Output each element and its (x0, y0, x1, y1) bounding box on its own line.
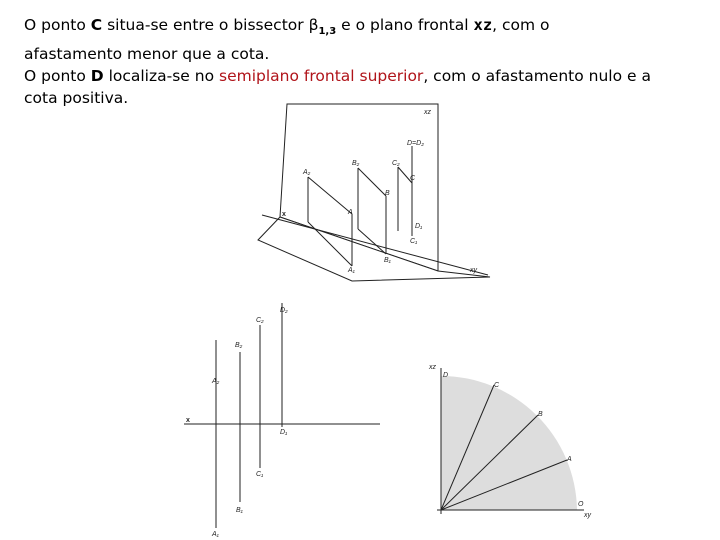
label-b2: B₂ (352, 160, 360, 167)
beta-subscript: 1,3 (318, 26, 337, 38)
label-c2: C₂ (392, 160, 400, 167)
text-fragment: e o plano frontal (336, 16, 474, 34)
label-d: D (443, 372, 449, 379)
figure-projections (184, 303, 380, 528)
label-a: A (348, 209, 353, 216)
label-a: A (567, 456, 572, 463)
label-xz: xz (429, 364, 436, 371)
label-xy: xy (584, 512, 591, 519)
plane-xz-label: xz (473, 16, 493, 34)
text-fragment: situa-se entre o bissector (102, 16, 309, 34)
figure-projections-labels (186, 307, 288, 538)
label-o: O (578, 501, 584, 508)
label-b: B (538, 411, 543, 418)
label-b1: B₁ (384, 257, 391, 264)
text-fragment: O ponto (24, 16, 91, 34)
label-x: x (186, 417, 190, 424)
label-c1: C₁ (256, 471, 264, 478)
label-a1: A₁ (348, 267, 355, 274)
label-x: x (282, 211, 286, 218)
text-fragment: localiza-se no (103, 67, 219, 86)
text-fragment: O ponto (24, 67, 91, 86)
figure-quadrant (437, 368, 584, 514)
label-a1: A₁ (212, 531, 219, 538)
text-fragment: , com o afastamento nulo e a (423, 67, 651, 86)
point-c-label: C (90, 16, 103, 34)
label-c: C (494, 382, 500, 389)
label-d1: D₁ (280, 429, 288, 436)
text-fragment: , com o (492, 16, 550, 34)
label-d1: D₁ (415, 223, 423, 230)
label-xy: xy (470, 267, 477, 274)
label-d-d2: D=D₂ (407, 140, 424, 147)
line-2: afastamento menor que a cota. (24, 45, 270, 64)
figure-3d-planes (258, 104, 490, 281)
label-b: B (385, 190, 390, 197)
label-d2: D₂ (280, 307, 288, 314)
highlight-semiplano: semiplano frontal superior (219, 67, 424, 86)
beta-symbol: β (308, 16, 319, 34)
label-c: C (410, 175, 416, 182)
point-d-label: D (90, 67, 104, 86)
label-a2: A₂ (303, 169, 311, 176)
label-b2: B₂ (235, 342, 243, 349)
label-c1: C₁ (410, 238, 418, 245)
label-c2: C₂ (256, 317, 264, 324)
line-4: cota positiva. (24, 89, 129, 108)
label-xz: xz (424, 109, 431, 116)
label-a2: A₂ (212, 378, 220, 385)
label-b1: B₁ (236, 507, 243, 514)
